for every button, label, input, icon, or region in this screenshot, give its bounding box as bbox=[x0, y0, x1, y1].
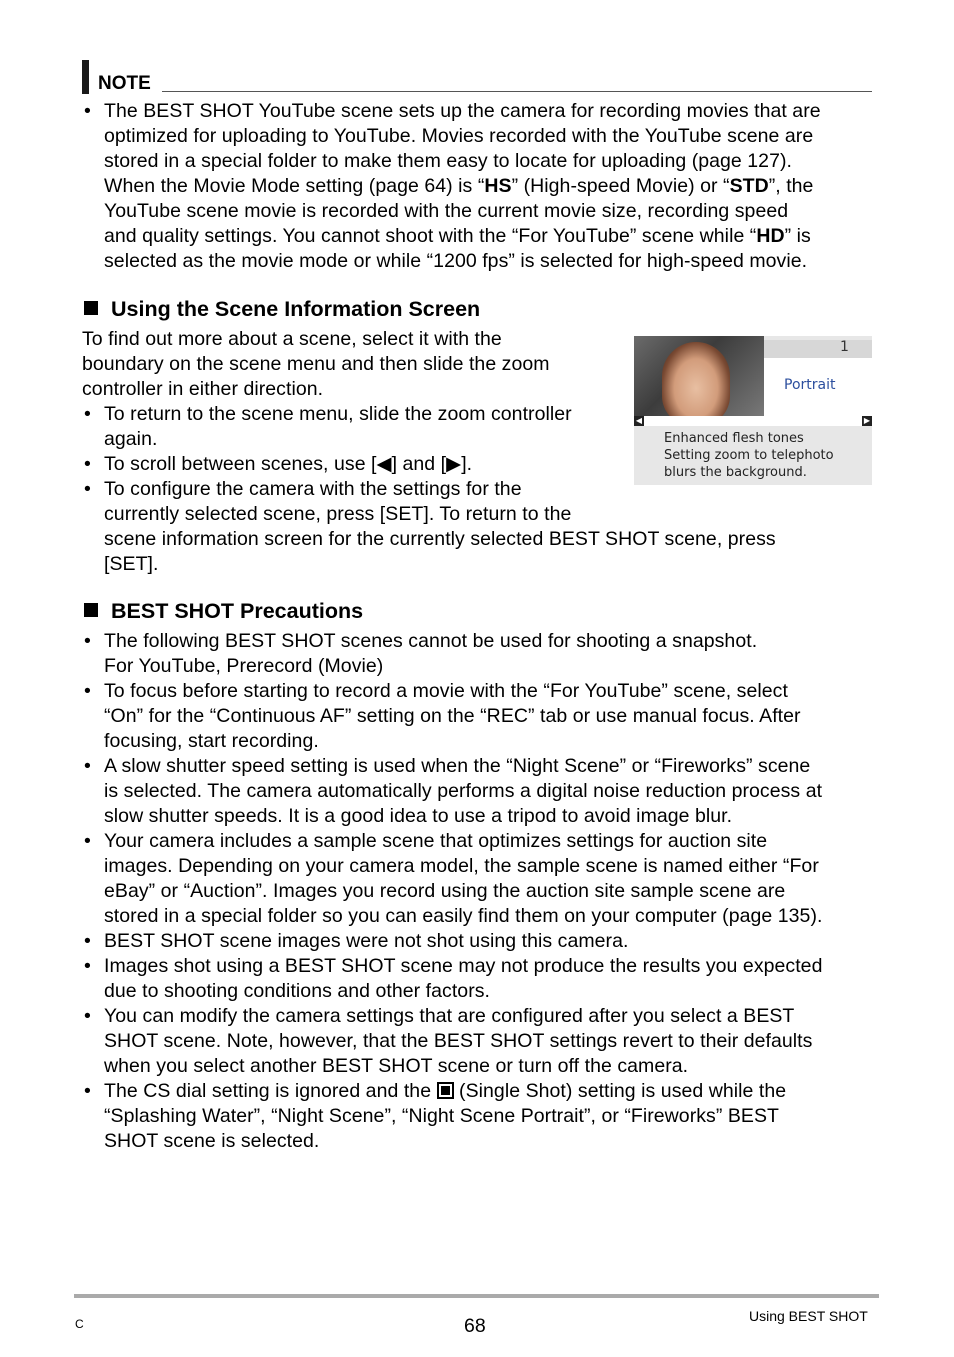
list-item: BEST SHOT scene images were not shot using this camera. bbox=[104, 930, 629, 952]
footer-language-code: C bbox=[75, 1317, 84, 1331]
bullet-marker: • bbox=[84, 1080, 91, 1102]
note-line: and quality settings. You cannot shoot with the “For YouTube” scene while “HD” is bbox=[104, 225, 811, 247]
bullet-marker: • bbox=[84, 403, 91, 425]
scroll-right-icon: ▶ bbox=[863, 416, 871, 425]
list-item: For YouTube, Prerecord (Movie) bbox=[104, 655, 384, 677]
list-item: slow shutter speeds. It is a good idea to use a tripod to avoid image blur. bbox=[104, 805, 733, 827]
bullet-marker: • bbox=[84, 930, 91, 952]
list-item: You can modify the camera settings that are configured after you select a BEST bbox=[104, 1005, 795, 1027]
list-item: Images shot using a BEST SHOT scene may not produce the results you expected bbox=[104, 955, 823, 977]
intro-line: boundary on the scene menu and then slide the zoom bbox=[82, 353, 550, 375]
scroll-strip bbox=[644, 416, 862, 426]
bullet-marker: • bbox=[84, 955, 91, 977]
square-bullet-icon bbox=[84, 301, 98, 315]
bullet-marker: • bbox=[84, 1005, 91, 1027]
list-item: is selected. The camera automatically performs a digital noise reduction process at bbox=[104, 780, 823, 802]
list-item: “Splashing Water”, “Night Scene”, “Night Scene Portrait”, or “Fireworks” BEST bbox=[104, 1105, 779, 1127]
list-item: To configure the camera with the settings for the bbox=[104, 478, 522, 500]
note-line: When the Movie Mode setting (page 64) is “HS” (High-speed Movie) or “STD”, the bbox=[104, 175, 814, 197]
footer-divider bbox=[74, 1294, 879, 1298]
list-item: stored in a special folder so you can easily find them on your computer (page 135). bbox=[104, 905, 823, 927]
list-item: focusing, start recording. bbox=[104, 730, 319, 752]
intro-line: To find out more about a scene, select it with the bbox=[82, 328, 502, 350]
portrait-face bbox=[662, 342, 730, 426]
list-item: currently selected scene, press [SET]. To return to the bbox=[104, 503, 572, 525]
note-line: YouTube scene movie is recorded with the current movie size, recording speed bbox=[104, 200, 789, 222]
list-item: SHOT scene. Note, however, that the BEST SHOT settings revert to their defaults bbox=[104, 1030, 813, 1052]
list-item: The following BEST SHOT scenes cannot be used for shooting a snapshot. bbox=[104, 630, 758, 652]
list-item: [SET]. bbox=[104, 553, 159, 575]
square-bullet-icon bbox=[84, 603, 98, 617]
note-label: NOTE bbox=[98, 73, 151, 94]
right-triangle-icon: ▶ bbox=[446, 453, 462, 475]
bullet-marker: • bbox=[84, 630, 91, 652]
note-line: stored in a special folder to make them easy to locate for uploading (page 127). bbox=[104, 150, 792, 172]
list-item: again. bbox=[104, 428, 158, 450]
bullet-marker: • bbox=[84, 830, 91, 852]
page-number: 68 bbox=[464, 1315, 486, 1337]
left-triangle-icon: ◀ bbox=[376, 453, 392, 475]
list-item: The CS dial setting is ignored and the (Single Shot) setting is used while the bbox=[104, 1080, 787, 1102]
bullet-marker: • bbox=[84, 453, 91, 475]
list-item: eBay” or “Auction”. Images you record using the auction site sample scene are bbox=[104, 880, 786, 902]
note-line: selected as the movie mode or while “1200 fps” is selected for high-speed movie. bbox=[104, 250, 808, 272]
note-bar-decoration bbox=[82, 60, 89, 94]
note-line: The BEST SHOT YouTube scene sets up the camera for recording movies that are bbox=[104, 100, 821, 122]
intro-line: controller in either direction. bbox=[82, 378, 324, 400]
section-heading-precautions: BEST SHOT Precautions bbox=[84, 597, 363, 625]
scene-caption: Portrait bbox=[784, 377, 836, 393]
bullet-marker: • bbox=[84, 755, 91, 777]
list-item: scene information screen for the currently selected BEST SHOT scene, press bbox=[104, 528, 776, 550]
single-shot-icon bbox=[437, 1082, 454, 1099]
list-item: To focus before starting to record a movie with the “For YouTube” scene, select bbox=[104, 680, 788, 702]
list-item: images. Depending on your camera model, the sample scene is named either “For bbox=[104, 855, 819, 877]
section-heading-scene-info: Using the Scene Information Screen bbox=[84, 295, 480, 323]
portrait-photo bbox=[634, 336, 764, 426]
list-item: “On” for the “Continuous AF” setting on the “REC” tab or use manual focus. After bbox=[104, 705, 801, 727]
scroll-left-icon: ◀ bbox=[635, 416, 643, 425]
footer-section-title: Using BEST SHOT bbox=[749, 1308, 868, 1324]
scene-info-screen-illustration bbox=[634, 336, 872, 485]
list-item: To scroll between scenes, use [◀] and [▶]. bbox=[104, 453, 473, 475]
note-line: optimized for uploading to YouTube. Movies recorded with the YouTube scene are bbox=[104, 125, 814, 147]
screen-top-bar bbox=[764, 340, 872, 358]
list-item: due to shooting conditions and other factors. bbox=[104, 980, 491, 1002]
list-item: Your camera includes a sample scene that optimizes settings for auction site bbox=[104, 830, 768, 852]
scene-description: Enhanced flesh tones Setting zoom to telephoto blurs the background. bbox=[664, 431, 834, 480]
list-item: To return to the scene menu, slide the zoom controller bbox=[104, 403, 572, 425]
bullet-marker: • bbox=[84, 478, 91, 500]
scene-number: 1 bbox=[840, 339, 849, 355]
list-item: SHOT scene is selected. bbox=[104, 1130, 320, 1152]
list-item: when you select another BEST SHOT scene or turn off the camera. bbox=[104, 1055, 689, 1077]
list-item: A slow shutter speed setting is used when the “Night Scene” or “Fireworks” scene bbox=[104, 755, 811, 777]
bullet-marker: • bbox=[84, 680, 91, 702]
bullet-marker: • bbox=[84, 100, 91, 122]
note-divider bbox=[162, 91, 872, 92]
